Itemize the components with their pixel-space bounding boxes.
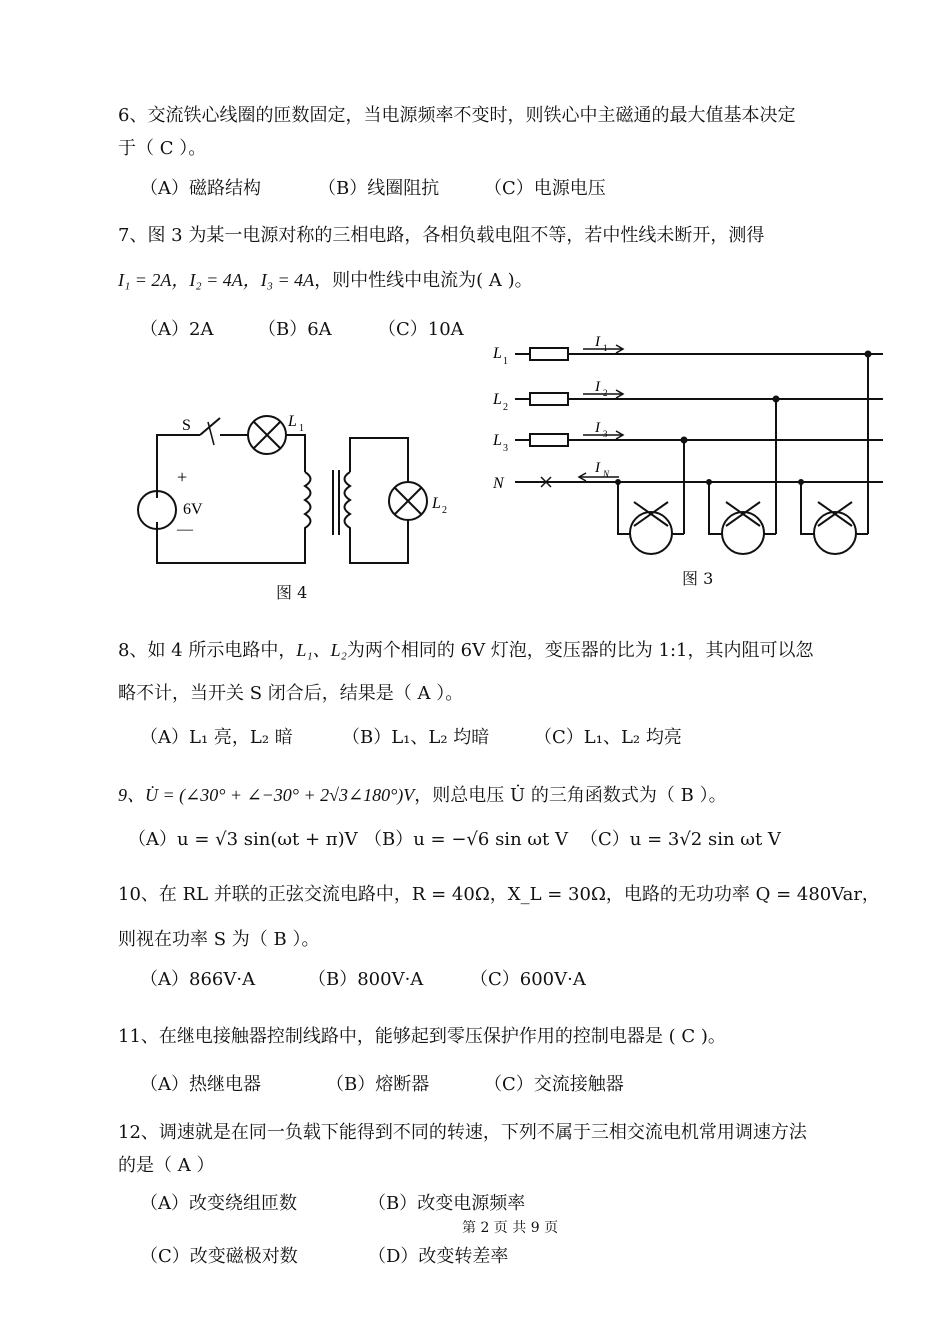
q7-line1: 7、图 3 为某一电源对称的三相电路，各相负载电阻不等，若中性线未断开，测得 <box>118 225 765 246</box>
q8-line1-a: 8、如 4 所示电路中， <box>118 640 297 661</box>
q9-line1 <box>118 783 727 808</box>
load-lamp-1 <box>630 512 672 554</box>
q6-line2: 于（ C ）。 <box>118 138 207 159</box>
line-sub-l2: 2 <box>503 402 508 413</box>
q9-option-b: （B）u = −√6 sin ωt V <box>364 829 569 850</box>
q12-option-a: （A）改变绕组匝数 <box>140 1193 297 1214</box>
q11-option-c: （C）交流接触器 <box>484 1074 624 1095</box>
lamp-l2-label: L <box>432 495 441 512</box>
q8-line2: 略不计，当开关 S 闭合后，结果是（ A ）。 <box>118 683 464 704</box>
q6-option-a: （A）磁路结构 <box>140 178 261 199</box>
q12-option-c: （C）改变磁极对数 <box>140 1246 298 1267</box>
q11-option-b: （B）熔断器 <box>326 1074 430 1095</box>
q8-formula: L₁、L₂ <box>296 640 347 660</box>
q6-option-b: （B）线圈阻抗 <box>318 178 440 199</box>
current-i2-sub: 2 <box>603 388 608 398</box>
current-in: I <box>595 460 600 476</box>
fuse-l3 <box>530 434 568 446</box>
q8-line1-b: 为两个相同的 6V 灯泡，变压器的比为 1:1，其内阻可以忽 <box>346 640 814 661</box>
current-i3: I <box>595 420 600 436</box>
current-in-sub: N <box>603 469 610 479</box>
figure-3-caption: 图 3 <box>682 569 714 588</box>
q7-line2-tail: ，则中性线中电流为( A )。 <box>314 270 533 291</box>
line-sub-l3: 3 <box>503 443 508 454</box>
q11-option-a: （A）热继电器 <box>140 1074 261 1095</box>
q9-formula: 9、U̇ = (∠30° + ∠−30° + 2√3∠180°)V <box>118 785 415 805</box>
q12-option-b: （B）改变电源频率 <box>368 1193 526 1214</box>
source-label: 6V <box>183 501 203 518</box>
line-label-l3: L <box>493 432 502 449</box>
q12-option-d: （D）改变转差率 <box>368 1246 509 1267</box>
q6-line1: 6、交流铁心线圈的匝数固定，当电源频率不变时，则铁心中主磁通的最大值基本决定 <box>118 105 796 126</box>
current-i1: I <box>595 334 600 350</box>
load-lamp-3 <box>814 512 856 554</box>
load-lamp-2 <box>722 512 764 554</box>
line-label-l1: L <box>493 345 502 362</box>
page-footer: 第 2 页 共 9 页 <box>462 1220 559 1236</box>
q7-option-b: （B）6A <box>258 319 332 340</box>
q10-option-c: （C）600V·A <box>470 969 586 990</box>
q7-option-c: （C）10A <box>378 319 464 340</box>
line-label-l2: L <box>493 391 502 408</box>
fuse-l1 <box>530 348 568 360</box>
q8-option-c: （C）L₁、L₂ 均亮 <box>534 727 682 748</box>
q7-line2 <box>118 268 533 293</box>
q8-line1 <box>118 638 814 663</box>
figure-4-caption: 图 4 <box>276 583 308 602</box>
figure-3-circuit <box>485 322 890 567</box>
lamp-l1-label: L <box>288 413 297 430</box>
q10-option-b: （B）800V·A <box>308 969 424 990</box>
line-sub-l1: 1 <box>503 356 508 367</box>
switch-label: S <box>182 417 191 434</box>
q12-line1: 12、调速就是在同一负载下能得到不同的转速，下列不属于三相交流电机常用调速方法 <box>118 1122 807 1143</box>
q7-option-a: （A）2A <box>140 319 214 340</box>
q9-option-c: （C）u = 3√2 sin ωt V <box>580 829 781 850</box>
q8-option-a: （A）L₁ 亮，L₂ 暗 <box>140 727 293 748</box>
figure-4-circuit <box>130 400 460 610</box>
q10-line2: 则视在功率 S 为（ B ）。 <box>118 929 320 950</box>
q7-formula: I₁ = 2A，I₂ = 4A，I₃ = 4A <box>118 270 315 290</box>
q12-line2: 的是（ A ） <box>118 1155 215 1176</box>
q10-option-a: （A）866V·A <box>140 969 256 990</box>
q8-option-b: （B）L₁、L₂ 均暗 <box>342 727 490 748</box>
q9-option-a: （A）u = √3 sin(ωt + π)V <box>128 829 358 850</box>
plus-sign: + <box>177 467 188 487</box>
lamp-l2-sub: 2 <box>442 505 447 516</box>
current-i2: I <box>595 379 600 395</box>
q9-line1-tail: ，则总电压 U̇ 的三角函数式为（ B ）。 <box>414 785 727 806</box>
q11-line1: 11、在继电接触器控制线路中，能够起到零压保护作用的控制电器是 ( C )。 <box>118 1026 726 1047</box>
fuse-l2 <box>530 393 568 405</box>
lamp-l1-sub: 1 <box>299 423 304 434</box>
q10-line1: 10、在 RL 并联的正弦交流电路中，R = 40Ω，X_L = 30Ω，电路的无功功率 Q = 480Var， <box>118 884 880 905</box>
current-i1-sub: 1 <box>603 343 608 353</box>
current-i3-sub: 3 <box>603 429 608 439</box>
minus-sign: — <box>177 521 193 538</box>
line-label-n: N <box>493 475 504 492</box>
q6-option-c: （C）电源电压 <box>484 178 606 199</box>
